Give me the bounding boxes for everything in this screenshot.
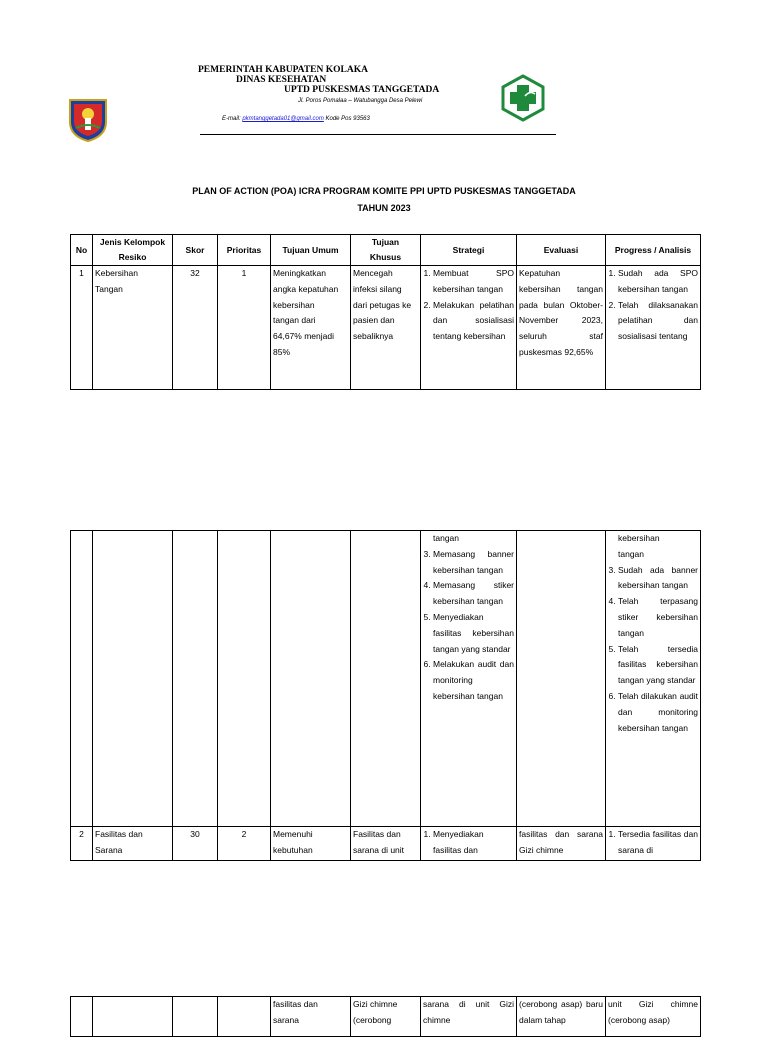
table-row [71,531,701,827]
header-no: No [71,235,93,266]
cell-progress [606,266,701,390]
header-jenis: Jenis Kelompok Resiko [93,235,173,266]
puskesmas-logo-icon [500,74,546,122]
list-continuation: tangan [618,548,644,559]
cell-prioritas: 2 [218,827,271,861]
cell-evaluasi: fasilitas dan sarana Gizi chimne [517,827,606,861]
cell-jenis [93,531,173,827]
table-row [71,827,701,861]
postal-code: Kode Pos 93563 [325,116,370,122]
table-row [71,266,701,390]
cell-tujuan-khusus: Gizi chimne (cerobong [351,997,421,1037]
cell-tujuan-khusus [351,531,421,827]
document-title: PLAN OF ACTION (POA) ICRA PROGRAM KOMITE PPI UPTD PUSKESMAS TANGGETADA [192,186,576,196]
header-tujuan-umum: Tujuan Umum [271,235,351,266]
table-header-row [71,235,701,266]
list-item: 2. Telah dilaksanakan pelatihan dan sosialisasi tentang [618,298,698,345]
header-progress: Progress / Analisis [606,235,701,266]
cell-jenis: Fasilitas dan Sarana [93,827,173,861]
list-item: 3. Sudah ada banner kebersihan tangan [618,563,698,595]
cell-strategi [421,266,517,390]
list-item: 1. Menyediakan fasilitas dan [433,827,514,859]
list-item: 1. Tersedia fasilitas dan sarana di [618,827,698,859]
letterhead-address: Jl. Poros Pomalaa – Watubangga Desa Pelewi [298,98,423,104]
header-prioritas: Prioritas [218,235,271,266]
cell-no: 1 [71,266,93,390]
letterhead-puskesmas: UPTD PUSKESMAS TANGGETADA [284,85,440,95]
poa-table-part2 [70,530,701,861]
cell-skor [173,531,218,827]
cell-tujuan-umum: fasilitas dan sarana [271,997,351,1037]
list-item: 5. Telah tersedia fasilitas kebersihan tangan yang standar [618,642,698,689]
email-label: E-mail: [222,116,241,122]
list-item: 1. Membuat SPO kebersihan tangan [433,266,514,298]
cell-skor: 30 [173,827,218,861]
email-link[interactable]: pkmtanggetada01@gmail.com [242,116,324,122]
cell-tujuan-khusus: Fasilitas dan sarana di unit [351,827,421,861]
cell-progress: unit Gizi chimne (cerobong asap) [606,997,701,1037]
list-continuation: kebersihan [618,533,660,543]
list-item: 5. Menyediakan fasilitas kebersihan tangan yang standar [433,610,514,657]
cell-prioritas [218,531,271,827]
header-skor: Skor [173,235,218,266]
kolaka-regency-emblem-icon [66,96,110,142]
letterhead-government: PEMERINTAH KABUPATEN KOLAKA [198,65,368,75]
list-item: 1. Sudah ada SPO kebersihan tangan [618,266,698,298]
letterhead-department: DINAS KESEHATAN [236,75,327,85]
list-item: 2. Melakukan pelatihan dan sosialisasi tentang kebersihan [433,298,514,345]
poa-table-part1 [70,234,701,390]
letterhead-divider [200,134,556,135]
header-tujuan-khusus: Tujuan Khusus [351,235,421,266]
table-row [71,997,701,1037]
list-item: 6. Melakukan audit dan monitoring kebersihan tangan [433,657,514,704]
cell-strategi [421,531,517,827]
cell-strategi: sarana di unit Gizi chimne [421,997,517,1037]
header-strategi: Strategi [421,235,517,266]
cell-no: 2 [71,827,93,861]
cell-prioritas [218,997,271,1037]
poa-table-part3 [70,996,701,1037]
cell-progress [606,531,701,827]
list-item: 4. Memasang stiker kebersihan tangan [433,578,514,610]
cell-evaluasi: Kepatuhan kebersihan tangan pada bulan Oktober-November 2023, seluruh staf puskesmas 92,65% [517,266,606,390]
cell-tujuan-khusus: Mencegah infeksi silang dari petugas ke pasien dan sebaliknya [351,266,421,390]
letterhead-contact [222,116,370,122]
cell-prioritas: 1 [218,266,271,390]
cell-strategi [421,827,517,861]
cell-tujuan-umum: Meningkatkan angka kepatuhan kebersihan tangan dari 64,67% menjadi 85% [271,266,351,390]
list-item: 3. Memasang banner kebersihan tangan [433,547,514,579]
list-continuation: tangan [433,533,459,543]
cell-skor [173,997,218,1037]
cell-evaluasi: (cerobong asap) baru dalam tahap [517,997,606,1037]
cell-jenis: Kebersihan Tangan [93,266,173,390]
document-year: TAHUN 2023 [357,203,411,213]
cell-no [71,997,93,1037]
cell-tujuan-umum: Memenuhi kebutuhan [271,827,351,861]
cell-tujuan-umum [271,531,351,827]
list-item: 4. Telah terpasang stiker kebersihan tangan [618,594,698,641]
cell-jenis [93,997,173,1037]
cell-skor: 32 [173,266,218,390]
cell-evaluasi [517,531,606,827]
cell-no [71,531,93,827]
list-item: 6. Telah dilakukan audit dan monitoring kebersihan tangan [618,689,698,736]
cell-progress [606,827,701,861]
header-evaluasi: Evaluasi [517,235,606,266]
